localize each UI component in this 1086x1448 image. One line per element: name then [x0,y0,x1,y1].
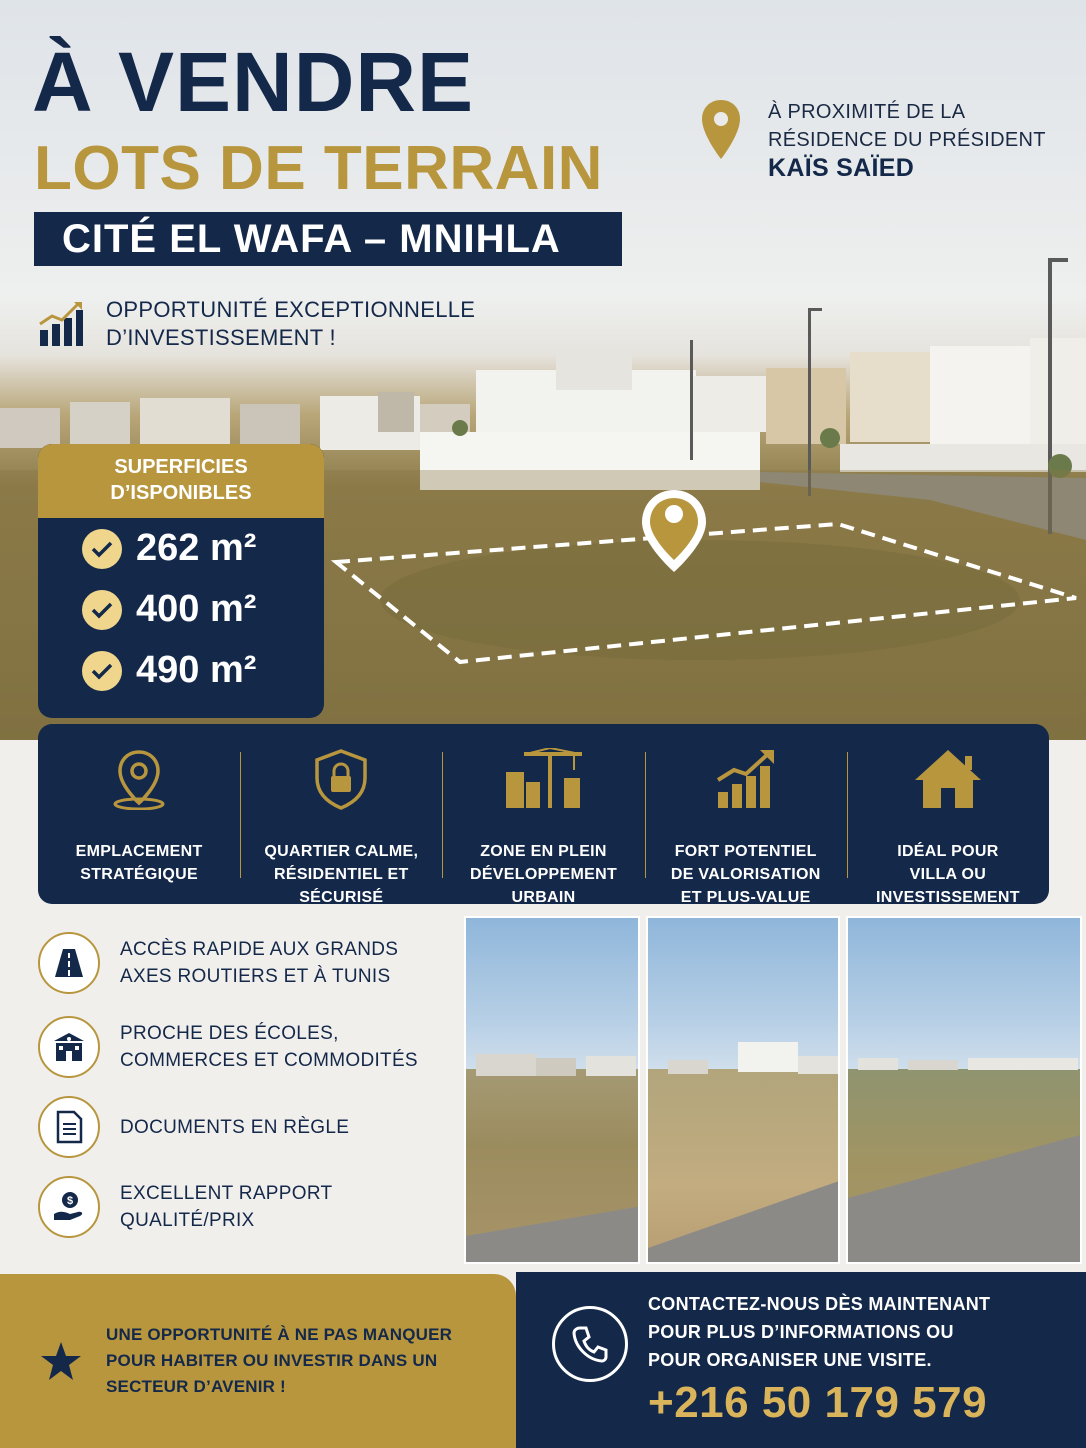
feature-label-line: EMPLACEMENT [75,843,203,860]
promo-line: POUR HABITER OU INVESTIR DANS UN [106,1351,438,1370]
surface-value: 490 m² [136,649,257,691]
feature-label-line: INVESTISSEMENT [876,889,1020,906]
surface-item [38,518,324,579]
contact-line: CONTACTEZ-NOUS DÈS MAINTENANT [648,1294,991,1314]
construction-crane-icon [504,748,584,810]
feature-item [38,724,240,904]
advantage-line: EXCELLENT RAPPORT [120,1183,333,1204]
feature-label-line: IDÉAL POUR [897,843,999,860]
feature-label-line: QUARTIER CALME, [264,843,419,860]
location-pin-icon [700,98,742,162]
features-bar [38,724,1049,904]
surfaces-heading-line-2: D’ISPONIBLES [110,482,252,504]
advantage-item [38,1176,332,1238]
feature-item [442,724,644,904]
location-pin-icon [111,748,167,810]
school-icon [52,1031,86,1063]
document-icon [55,1110,83,1144]
promo-banner [0,1274,516,1448]
site-photo [464,916,640,1264]
feature-label-line: VILLA OU [909,866,987,883]
feature-item [645,724,847,904]
advantage-line: AXES ROUTIERS ET À TUNIS [120,966,391,987]
surface-value: 262 m² [136,527,257,569]
proximity-line-1: À PROXIMITÉ DE LA [768,101,966,123]
growth-chart-icon [38,300,84,348]
location-banner: CITÉ EL WAFA – MNIHLA [34,212,622,266]
opportunity-tagline [38,296,475,352]
feature-item [847,724,1049,904]
proximity-note [700,98,1046,182]
money-hand-icon [52,1190,86,1224]
opportunity-line-2: D’INVESTISSEMENT ! [106,325,336,350]
surfaces-heading-line-1: SUPERFICIES [114,456,248,478]
advantage-item [38,932,398,994]
feature-label-line: ET PLUS-VALUE [680,889,811,906]
feature-label-line: ZONE EN PLEIN [480,843,607,860]
advantage-line: ACCÈS RAPIDE AUX GRANDS [120,939,399,960]
surface-item [38,640,324,701]
feature-label-line: RÉSIDENTIEL ET [274,866,409,883]
page-title: À VENDRE [32,35,475,129]
advantage-item [38,1016,418,1078]
site-photo [646,916,840,1264]
house-right [930,346,1030,446]
promo-line: SECTEUR D’AVENIR ! [106,1377,286,1396]
check-icon [82,651,122,691]
feature-label-line: STRATÉGIQUE [80,866,198,883]
contact-message [648,1290,990,1374]
road-icon [53,947,85,979]
surfaces-heading [38,444,324,518]
shield-lock-icon [313,748,369,810]
advantage-line: PROCHE DES ÉCOLES, [120,1023,339,1044]
growth-chart-icon [714,748,778,810]
advantage-line: QUALITÉ/PRIX [120,1210,255,1231]
advantage-line: DOCUMENTS EN RÈGLE [120,1116,350,1138]
proximity-line-2: RÉSIDENCE DU PRÉSIDENT [768,129,1046,151]
feature-label-line: URBAIN [511,889,576,906]
phone-icon[interactable] [552,1306,628,1382]
promo-line: UNE OPPORTUNITÉ À NE PAS MANQUER [106,1325,453,1344]
contact-panel [516,1272,1086,1448]
svg-text:$: $ [66,1195,74,1207]
house-icon [913,748,983,810]
feature-item [240,724,442,904]
feature-label-line: DÉVELOPPEMENT [469,866,618,883]
advantage-line: COMMERCES ET COMMODITÉS [120,1050,418,1071]
surface-value: 400 m² [136,588,257,630]
feature-label-line: FORT POTENTIEL [674,843,817,860]
feature-label-line: DE VALORISATION [670,866,821,883]
opportunity-line-1: OPPORTUNITÉ EXCEPTIONNELLE [106,297,476,322]
check-icon [82,590,122,630]
surface-item [38,579,324,640]
page-subtitle: LOTS DE TERRAIN [34,134,603,203]
site-photo [846,916,1082,1264]
star-icon [40,1340,82,1382]
contact-line: POUR ORGANISER UNE VISITE. [648,1350,932,1370]
advantage-item [38,1096,349,1158]
contact-line: POUR PLUS D’INFORMATIONS OU [648,1322,954,1342]
check-icon [82,529,122,569]
phone-number[interactable]: +216 50 179 579 [648,1378,988,1427]
available-surfaces-card [38,444,324,718]
feature-label-line: SÉCURISÉ [299,889,384,906]
president-name: KAÏS SAÏED [768,154,915,182]
background-buildings [0,392,470,450]
